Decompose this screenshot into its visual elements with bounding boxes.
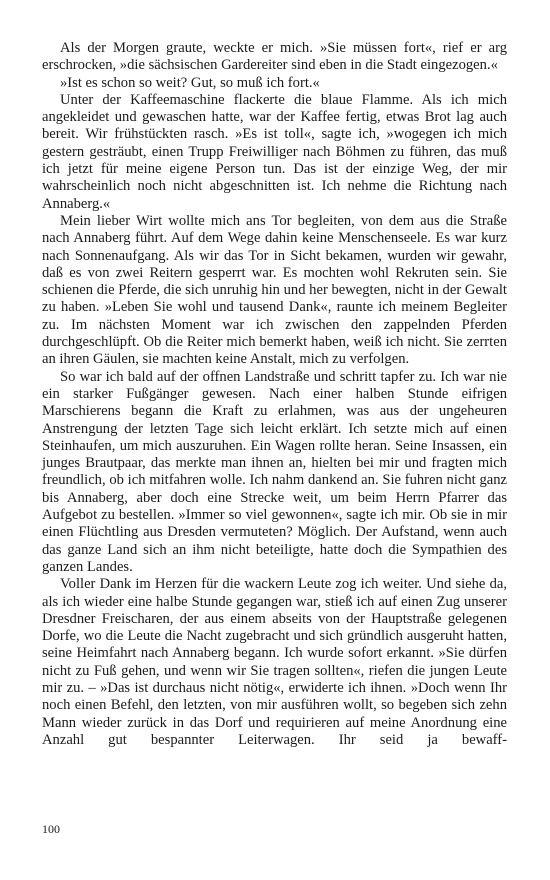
paragraph: »Ist es schon so weit? Gut, so muß ich fort.« [60, 74, 320, 91]
paragraph: Mein lieber Wirt wollte mich ans Tor begleiten, von dem aus die Straße nach Annaberg führt. Auf dem Wege dahin keine Menschenseele. Es war kurz nach Sonnenaufgang. Als wir das Tor in Sicht bekamen, wurden wir gewahr, daß es von zwei Reitern gesperrt war. Es mochten wohl Rekruten sein. Sie schienen die Pferde, die sich unruhig hin und her bewegten, nicht in der Gewalt zu haben. »Leben Sie wohl und tausend Dank«, raunte ich meinem Begleiter zu. Im nächsten Moment war ich zwischen den zappelnden Pferden durchgeschlüpft. Ob die Reiter mich bemerkt haben, weiß ich nicht. Sie zerrten an ihren Gäulen, sie machten keine Anstalt, mich zu verfolgen. [42, 212, 507, 368]
paragraph: Voller Dank im Herzen für die wackern Leute zog ich weiter. Und siehe da, als ich wieder eine halbe Stunde gegangen war, stieß ich auf einen Zug unserer Dresdner Freischaren, der aus einem abseits von der Hauptstraße gelegenen Dorfe, wo die Leute die Nacht zugebracht und sich gründlich ausgeruht hatten, seine Heimfahrt nach Annaberg begann. Ich wurde sofort erkannt. »Sie dürfen nicht zu Fuß gehen, und wenn wir Sie tragen sollten«, riefen die jungen Leute mir zu. – »Das ist durchaus nicht nötig«, erwiderte ich ihnen. »Doch wenn Ihr noch einen Befehl, den letzten, von mir ausführen wollt, so begeben sich zehn Mann wieder zurück in das Dorf und requirieren auf meine Anordnung eine Anzahl gut bespannter Leiterwagen. Ihr seid ja bewaff- [42, 576, 507, 748]
paragraph: So war ich bald auf der offnen Landstraße und schritt tapfer zu. Ich war nie ein starker Fußgänger gewesen. Nach einer halben Stunde eifrigen Marschierens begann die Kraft zu erlahmen, was aus der ungeheuren Anstrengung der letzten Tage sich leicht erklärt. Ich setzte mich auf einen Steinhaufen, um mich auszuruhen. Ein Wagen rollte heran. Seine Insassen, ein junges Brautpaar, das merkte man ihnen an, hielten bei mir und fragten mich freundlich, ob ich mitfahren wolle. Ich nahm dankend an. Sie fuhren nicht ganz bis Annaberg, aber doch eine Strecke weit, um beim Herrn Pfarrer das Aufgebot zu bestellen. »Immer so viel gewonnen«, sagte ich mir. Ob sie in mir einen Flüchtling aus Dresden vermuteten? Möglich. Der Aufstand, wenn auch das ganze Land sich an ihm nicht beteiligte, hatte doch die Sympathien des ganzen Landes. [42, 368, 507, 575]
paragraph: Unter der Kaffeemaschine flackerte die blaue Flamme. Als ich mich angekleidet und gewaschen hatte, war der Kaffee fertig, etwas Brot lag auch bereit. Wir frühstückten rasch. »Es ist toll«, sagte ich, »wogegen ich mich gestern gesträubt, einen Trupp Freiwilliger nach Böhmen zu führen, das muß ich jetzt für meine eigene Person tun. Das ist der einzige Weg, der mir wahrscheinlich noch nicht abgeschnitten ist. Ich nehme die Richtung nach Annaberg.« [42, 91, 507, 212]
paragraph: Als der Morgen graute, weckte er mich. »Sie müssen fort«, rief er arg erschrocken, »die sächsischen Gardereiter sind eben in die Stadt eingezogen.« [42, 40, 507, 74]
page-number: 100 [42, 822, 60, 836]
body-text [42, 40, 507, 749]
